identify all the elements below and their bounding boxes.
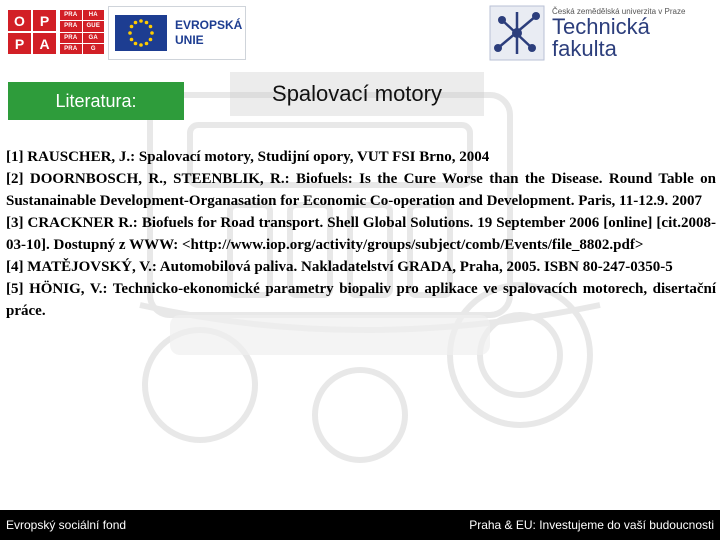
reference-item: [2] DOORNBOSCH, R., STEENBLIK, R.: Biofuels: Is the Cure Worse than the Disease. Round Table on Sustanainable Development-Organasation for Economic Co-operation and Development. Paris, 11-12.9. 2007 [6,171,716,209]
header [0,0,720,66]
eu-label-line: EVROPSKÁ [175,18,243,32]
praha-word: PRA [60,21,82,31]
faculty-name-line: fakulta [552,35,617,61]
university-name: Česká zemědělská univerzita v Praze [552,6,686,16]
faculty-emblem-icon [488,4,546,62]
praha-word: PRA [60,10,82,20]
opp-letter: A [33,33,56,54]
praha-word: GA [83,33,105,43]
faculty-name-line: Technická [552,13,650,39]
praha-word: G [83,44,105,54]
praha-grid [60,10,104,54]
reference-item: [1] RAUSCHER, J.: Spalovací motory, Studijní opory, VUT FSI Brno, 2004 [6,149,490,165]
reference-item: [5] HÖNIG, V.: Technicko-ekonomické parametry biopaliv pro aplikace ve spalovacích motorech, disertační práce. [6,281,716,319]
eu-label [175,18,242,48]
eu-flag-icon [115,15,167,51]
opp-letter: P [8,33,31,54]
reference-item: [4] MATĚJOVSKÝ, V.: Automobilová paliva. Nakladatelství GRADA, Praha, 2005. ISBN 80-247-0350-5 [6,259,673,275]
footer-left-text: Evropský sociální fond [6,518,127,532]
praha-word: PRA [60,33,82,43]
opp-praha-logo [8,10,104,54]
faculty-text [552,7,685,60]
page-title: Spalovací motory [230,72,484,116]
technicka-fakulta-logo [488,4,716,62]
footer-bar [0,510,720,540]
reference-list [6,146,716,322]
opp-letter: P [33,10,56,31]
eu-label-line: UNIE [175,33,204,47]
reference-item: [3] CRACKNER R.: Biofuels for Road transport. Shell Global Solutions. 19 September 2006 [online] [cit.2008-03-10]. Dostupný z WWW: <http://www.iop.org/activity/groups/subject/comb/Events/file_8802.pdf> [6,215,716,253]
praha-word: HA [83,10,105,20]
eu-logo [108,6,246,60]
literature-heading: Literatura: [8,82,184,120]
praha-word: PRA [60,44,82,54]
praha-word: GUE [83,21,105,31]
opp-letter: O [8,10,31,31]
footer-right-text: Praha & EU: Investujeme do vaší budoucnosti [469,518,714,532]
opp-letters [8,10,56,54]
